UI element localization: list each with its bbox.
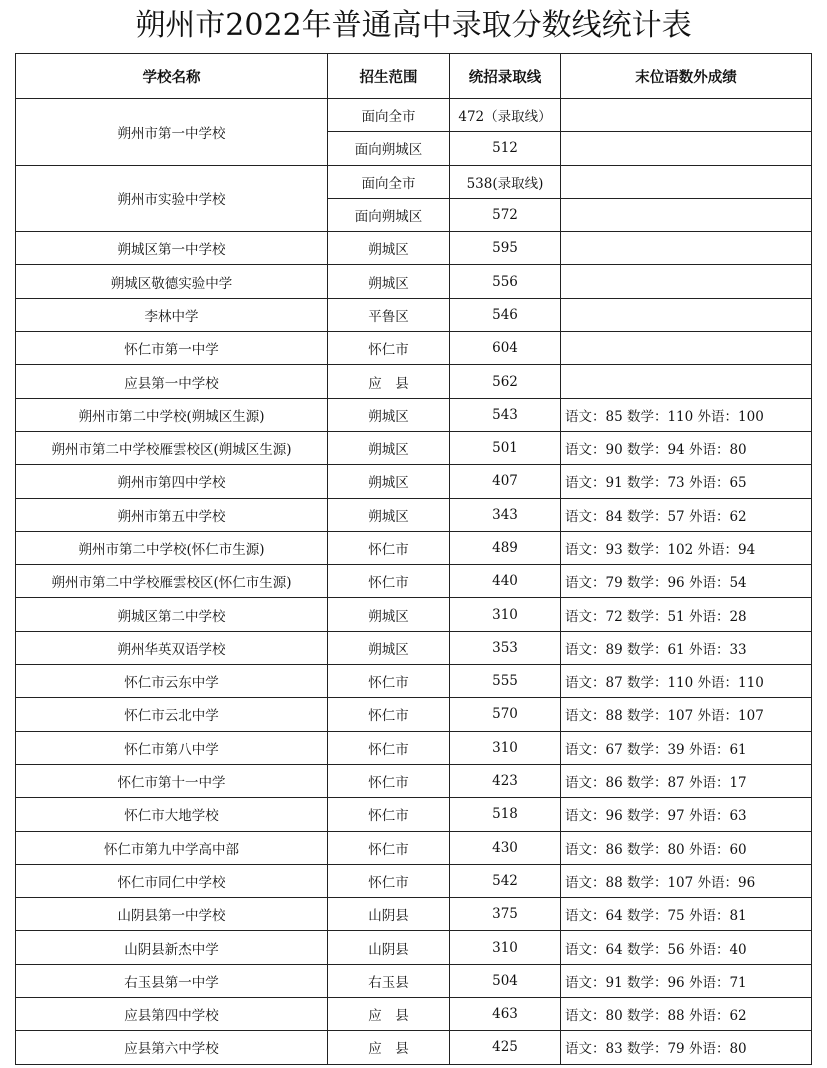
admission-range: 面向朔城区 (328, 198, 450, 231)
school-name: 朔州市第二中学校雁雲校区(怀仁市生源) (16, 565, 328, 598)
school-name: 怀仁市大地学校 (16, 798, 328, 831)
last-scores (561, 232, 812, 265)
table-row (16, 365, 812, 398)
admission-range: 山阴县 (328, 931, 450, 964)
school-name: 朔州华英双语学校 (16, 631, 328, 664)
admission-line: 543 (450, 398, 561, 431)
admission-line: 555 (450, 665, 561, 698)
admission-range: 朔城区 (328, 598, 450, 631)
admission-range: 朔城区 (328, 398, 450, 431)
last-scores: 语文：64 数学：75 外语：81 (561, 898, 812, 931)
last-scores: 语文：90 数学：94 外语：80 (561, 431, 812, 464)
admission-line: 375 (450, 898, 561, 931)
last-scores: 语文：91 数学：96 外语：71 (561, 964, 812, 997)
school-name: 朔州市第一中学校 (16, 99, 328, 166)
table-row (16, 798, 812, 831)
table-body (16, 99, 812, 1065)
admission-line: 353 (450, 631, 561, 664)
table-row (16, 631, 812, 664)
last-scores: 语文：93 数学：102 外语：94 (561, 531, 812, 564)
last-scores (561, 332, 812, 365)
last-scores: 语文：96 数学：97 外语：63 (561, 798, 812, 831)
school-name: 应县第六中学校 (16, 1031, 328, 1064)
header-score: 末位语数外成绩 (561, 54, 812, 99)
admission-range: 朔城区 (328, 431, 450, 464)
header-line: 统招录取线 (450, 54, 561, 99)
admission-line: 425 (450, 1031, 561, 1064)
admission-range: 怀仁市 (328, 665, 450, 698)
table-row (16, 165, 812, 198)
admission-line: 556 (450, 265, 561, 298)
school-name: 怀仁市云东中学 (16, 665, 328, 698)
last-scores: 语文：87 数学：110 外语：110 (561, 665, 812, 698)
admission-range: 怀仁市 (328, 698, 450, 731)
admission-line: 343 (450, 498, 561, 531)
admission-line: 310 (450, 598, 561, 631)
admission-range: 平鲁区 (328, 298, 450, 331)
admission-line: 546 (450, 298, 561, 331)
admission-range: 朔城区 (328, 265, 450, 298)
last-scores (561, 132, 812, 165)
last-scores (561, 198, 812, 231)
last-scores: 语文：88 数学：107 外语：107 (561, 698, 812, 731)
admission-line: 572 (450, 198, 561, 231)
score-table (15, 53, 812, 1065)
last-scores: 语文：79 数学：96 外语：54 (561, 565, 812, 598)
admission-range: 面向全市 (328, 165, 450, 198)
last-scores (561, 265, 812, 298)
table-row (16, 831, 812, 864)
school-name: 朔城区第一中学校 (16, 232, 328, 265)
last-scores: 语文：64 数学：56 外语：40 (561, 931, 812, 964)
admission-line: 504 (450, 964, 561, 997)
school-name: 怀仁市第八中学 (16, 731, 328, 764)
school-name: 朔州市第五中学校 (16, 498, 328, 531)
admission-range: 应 县 (328, 365, 450, 398)
last-scores: 语文：80 数学：88 外语：62 (561, 998, 812, 1031)
school-name: 右玉县第一中学 (16, 964, 328, 997)
admission-line: 562 (450, 365, 561, 398)
last-scores (561, 99, 812, 132)
last-scores (561, 298, 812, 331)
table-row (16, 731, 812, 764)
admission-range: 朔城区 (328, 232, 450, 265)
last-scores: 语文：72 数学：51 外语：28 (561, 598, 812, 631)
school-name: 朔州市第二中学校雁雲校区(朔城区生源) (16, 431, 328, 464)
table-row (16, 1031, 812, 1064)
table-row (16, 298, 812, 331)
table-row (16, 898, 812, 931)
admission-range: 山阴县 (328, 898, 450, 931)
last-scores: 语文：83 数学：79 外语：80 (561, 1031, 812, 1064)
table-row (16, 498, 812, 531)
table-row (16, 598, 812, 631)
header-school: 学校名称 (16, 54, 328, 99)
school-name: 应县第四中学校 (16, 998, 328, 1031)
table-row (16, 964, 812, 997)
school-name: 朔城区第二中学校 (16, 598, 328, 631)
admission-line: 440 (450, 565, 561, 598)
admission-line: 542 (450, 864, 561, 897)
school-name: 朔州市第二中学校(怀仁市生源) (16, 531, 328, 564)
header-range: 招生范围 (328, 54, 450, 99)
admission-line: 570 (450, 698, 561, 731)
school-name: 怀仁市第九中学高中部 (16, 831, 328, 864)
table-row (16, 232, 812, 265)
school-name: 朔州市实验中学校 (16, 165, 328, 232)
table-row (16, 665, 812, 698)
admission-range: 面向朔城区 (328, 132, 450, 165)
table-row (16, 465, 812, 498)
school-name: 朔州市第四中学校 (16, 465, 328, 498)
table-row (16, 531, 812, 564)
last-scores: 语文：91 数学：73 外语：65 (561, 465, 812, 498)
page-title: 朔州市2022年普通高中录取分数线统计表 (135, 8, 692, 43)
last-scores: 语文：85 数学：110 外语：100 (561, 398, 812, 431)
table-row (16, 931, 812, 964)
admission-range: 怀仁市 (328, 332, 450, 365)
admission-line: 512 (450, 132, 561, 165)
last-scores (561, 365, 812, 398)
table-header-row (16, 54, 812, 99)
school-name: 应县第一中学校 (16, 365, 328, 398)
admission-line: 518 (450, 798, 561, 831)
admission-line: 595 (450, 232, 561, 265)
last-scores: 语文：88 数学：107 外语：96 (561, 864, 812, 897)
table-row (16, 265, 812, 298)
admission-range: 朔城区 (328, 631, 450, 664)
school-name: 山阴县第一中学校 (16, 898, 328, 931)
school-name: 怀仁市同仁中学校 (16, 864, 328, 897)
table-row (16, 565, 812, 598)
last-scores: 语文：89 数学：61 外语：33 (561, 631, 812, 664)
admission-line: 423 (450, 764, 561, 797)
admission-range: 怀仁市 (328, 531, 450, 564)
admission-line: 310 (450, 731, 561, 764)
admission-line: 538(录取线) (450, 165, 561, 198)
school-name: 怀仁市第十一中学 (16, 764, 328, 797)
table-row (16, 99, 812, 132)
admission-range: 朔城区 (328, 498, 450, 531)
admission-line: 501 (450, 431, 561, 464)
admission-line: 430 (450, 831, 561, 864)
admission-line: 407 (450, 465, 561, 498)
admission-range: 应 县 (328, 998, 450, 1031)
admission-range: 面向全市 (328, 99, 450, 132)
admission-range: 朔城区 (328, 465, 450, 498)
last-scores: 语文：86 数学：80 外语：60 (561, 831, 812, 864)
table-row (16, 332, 812, 365)
last-scores: 语文：67 数学：39 外语：61 (561, 731, 812, 764)
admission-range: 怀仁市 (328, 764, 450, 797)
last-scores: 语文：86 数学：87 外语：17 (561, 764, 812, 797)
school-name: 朔城区敬德实验中学 (16, 265, 328, 298)
school-name: 怀仁市云北中学 (16, 698, 328, 731)
school-name: 朔州市第二中学校(朔城区生源) (16, 398, 328, 431)
admission-range: 怀仁市 (328, 864, 450, 897)
admission-range: 右玉县 (328, 964, 450, 997)
admission-line: 463 (450, 998, 561, 1031)
table-row (16, 864, 812, 897)
table-row (16, 431, 812, 464)
school-name: 李林中学 (16, 298, 328, 331)
last-scores: 语文：84 数学：57 外语：62 (561, 498, 812, 531)
admission-line: 489 (450, 531, 561, 564)
school-name: 山阴县新杰中学 (16, 931, 328, 964)
admission-range: 怀仁市 (328, 731, 450, 764)
table-row (16, 764, 812, 797)
table-row (16, 398, 812, 431)
admission-range: 怀仁市 (328, 798, 450, 831)
admission-range: 怀仁市 (328, 831, 450, 864)
admission-line: 472（录取线） (450, 99, 561, 132)
admission-line: 310 (450, 931, 561, 964)
admission-range: 怀仁市 (328, 565, 450, 598)
table-row (16, 998, 812, 1031)
admission-line: 604 (450, 332, 561, 365)
school-name: 怀仁市第一中学 (16, 332, 328, 365)
last-scores (561, 165, 812, 198)
admission-range: 应 县 (328, 1031, 450, 1064)
table-row (16, 698, 812, 731)
